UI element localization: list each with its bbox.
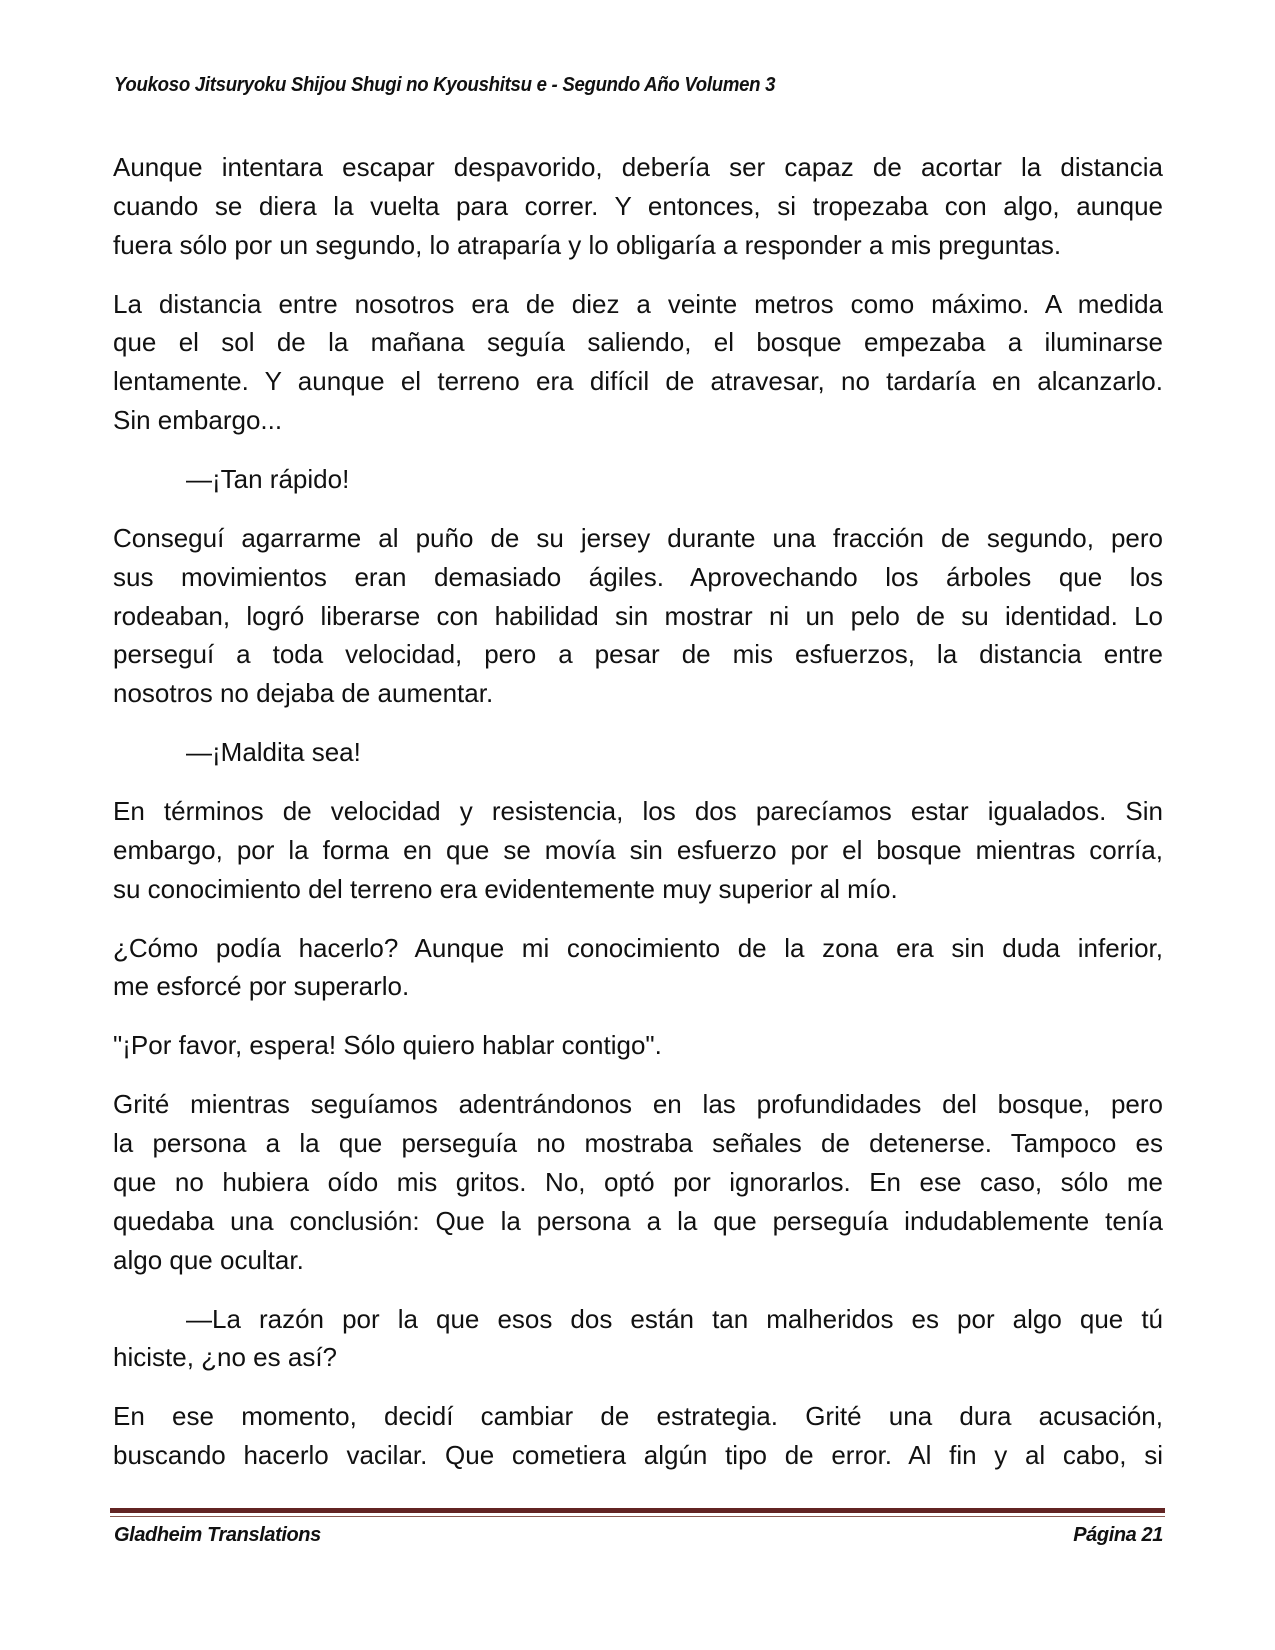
footer-rule xyxy=(110,1508,1165,1513)
text-line: perseguí a toda velocidad, pero a pesar de mis esfuerzos, la distancia entre xyxy=(113,639,1163,670)
paragraph xyxy=(113,285,1163,440)
text-line: me esforcé por superarlo. xyxy=(113,971,410,1002)
text-line: rodeaban, logró liberarse con habilidad sin mostrar ni un pelo de su identidad. Lo xyxy=(113,600,1163,631)
paragraph xyxy=(113,1026,1163,1065)
text-line: —¡Maldita sea! xyxy=(186,737,361,768)
footer-rule-thin xyxy=(110,1516,1165,1517)
text-line: ¿Cómo podía hacerlo? Aunque mi conocimiento de la zona era sin duda inferior, xyxy=(113,932,1163,963)
paragraph xyxy=(113,519,1163,713)
page-number: Página 21 xyxy=(1073,1524,1163,1546)
text-line: hiciste, ¿no es así? xyxy=(113,1342,337,1373)
text-line: que el sol de la mañana seguía saliendo, el bosque empezaba a iluminarse xyxy=(113,327,1163,358)
text-line: "¡Por favor, espera! Sólo quiero hablar contigo". xyxy=(113,1030,662,1061)
text-line: —¡Tan rápido! xyxy=(186,463,350,494)
text-line: La distancia entre nosotros era de diez a veinte metros como máximo. A medida xyxy=(113,288,1163,319)
paragraph xyxy=(113,1085,1163,1279)
text-line: su conocimiento del terreno era evidentemente muy superior al mío. xyxy=(113,873,898,904)
text-line: Sin embargo... xyxy=(113,404,283,435)
text-line: que no hubiera oído mis gritos. No, optó por ignorarlos. En ese caso, sólo me xyxy=(113,1167,1163,1198)
text-line: Grité mientras seguíamos adentrándonos en las profundidades del bosque, pero xyxy=(113,1089,1163,1120)
text-line: En ese momento, decidí cambiar de estrategia. Grité una dura acusación, xyxy=(113,1401,1163,1432)
text-line: —La razón por la que esos dos están tan malheridos es por algo que tú xyxy=(186,1303,1163,1334)
text-line: Conseguí agarrarme al puño de su jersey durante una fracción de segundo, pero xyxy=(113,522,1163,553)
text-line: En términos de velocidad y resistencia, los dos parecíamos estar igualados. Sin xyxy=(113,796,1163,827)
text-line: buscando hacerlo vacilar. Que cometiera algún tipo de error. Al fin y al cabo, si xyxy=(113,1440,1163,1471)
text-line: Aunque intentara escapar despavorido, debería ser capaz de acortar la distancia xyxy=(113,152,1163,182)
text-line: cuando se diera la vuelta para correr. Y entonces, si tropezaba con algo, aunque xyxy=(113,190,1163,221)
paragraph xyxy=(113,1397,1163,1475)
paragraph xyxy=(113,929,1163,1007)
text-line: la persona a la que perseguía no mostraba señales de detenerse. Tampoco es xyxy=(113,1128,1163,1159)
text-line: nosotros no dejaba de aumentar. xyxy=(113,678,494,709)
footer-translator: Gladheim Translations xyxy=(114,1524,321,1546)
dialogue-paragraph xyxy=(113,460,1163,499)
paragraph xyxy=(113,792,1163,908)
running-header: Youkoso Jitsuryoku Shijou Shugi no Kyoushitsu e - Segundo Año Volumen 3 xyxy=(114,74,776,96)
text-line: quedaba una conclusión: Que la persona a la que perseguía indudablemente tenía xyxy=(113,1205,1163,1236)
dialogue-paragraph xyxy=(113,1300,1163,1378)
text-line: algo que ocultar. xyxy=(113,1244,304,1275)
body-text xyxy=(113,148,1163,1495)
text-line: embargo, por la forma en que se movía sin esfuerzo por el bosque mientras corría, xyxy=(113,834,1163,865)
text-line: lentamente. Y aunque el terreno era difícil de atravesar, no tardaría en alcanzarlo. xyxy=(113,366,1163,397)
dialogue-paragraph xyxy=(113,733,1163,772)
text-line: fuera sólo por un segundo, lo atraparía y lo obligaría a responder a mis preguntas. xyxy=(113,229,1062,260)
paragraph xyxy=(113,148,1163,264)
text-line: sus movimientos eran demasiado ágiles. Aprovechando los árboles que los xyxy=(113,561,1163,592)
